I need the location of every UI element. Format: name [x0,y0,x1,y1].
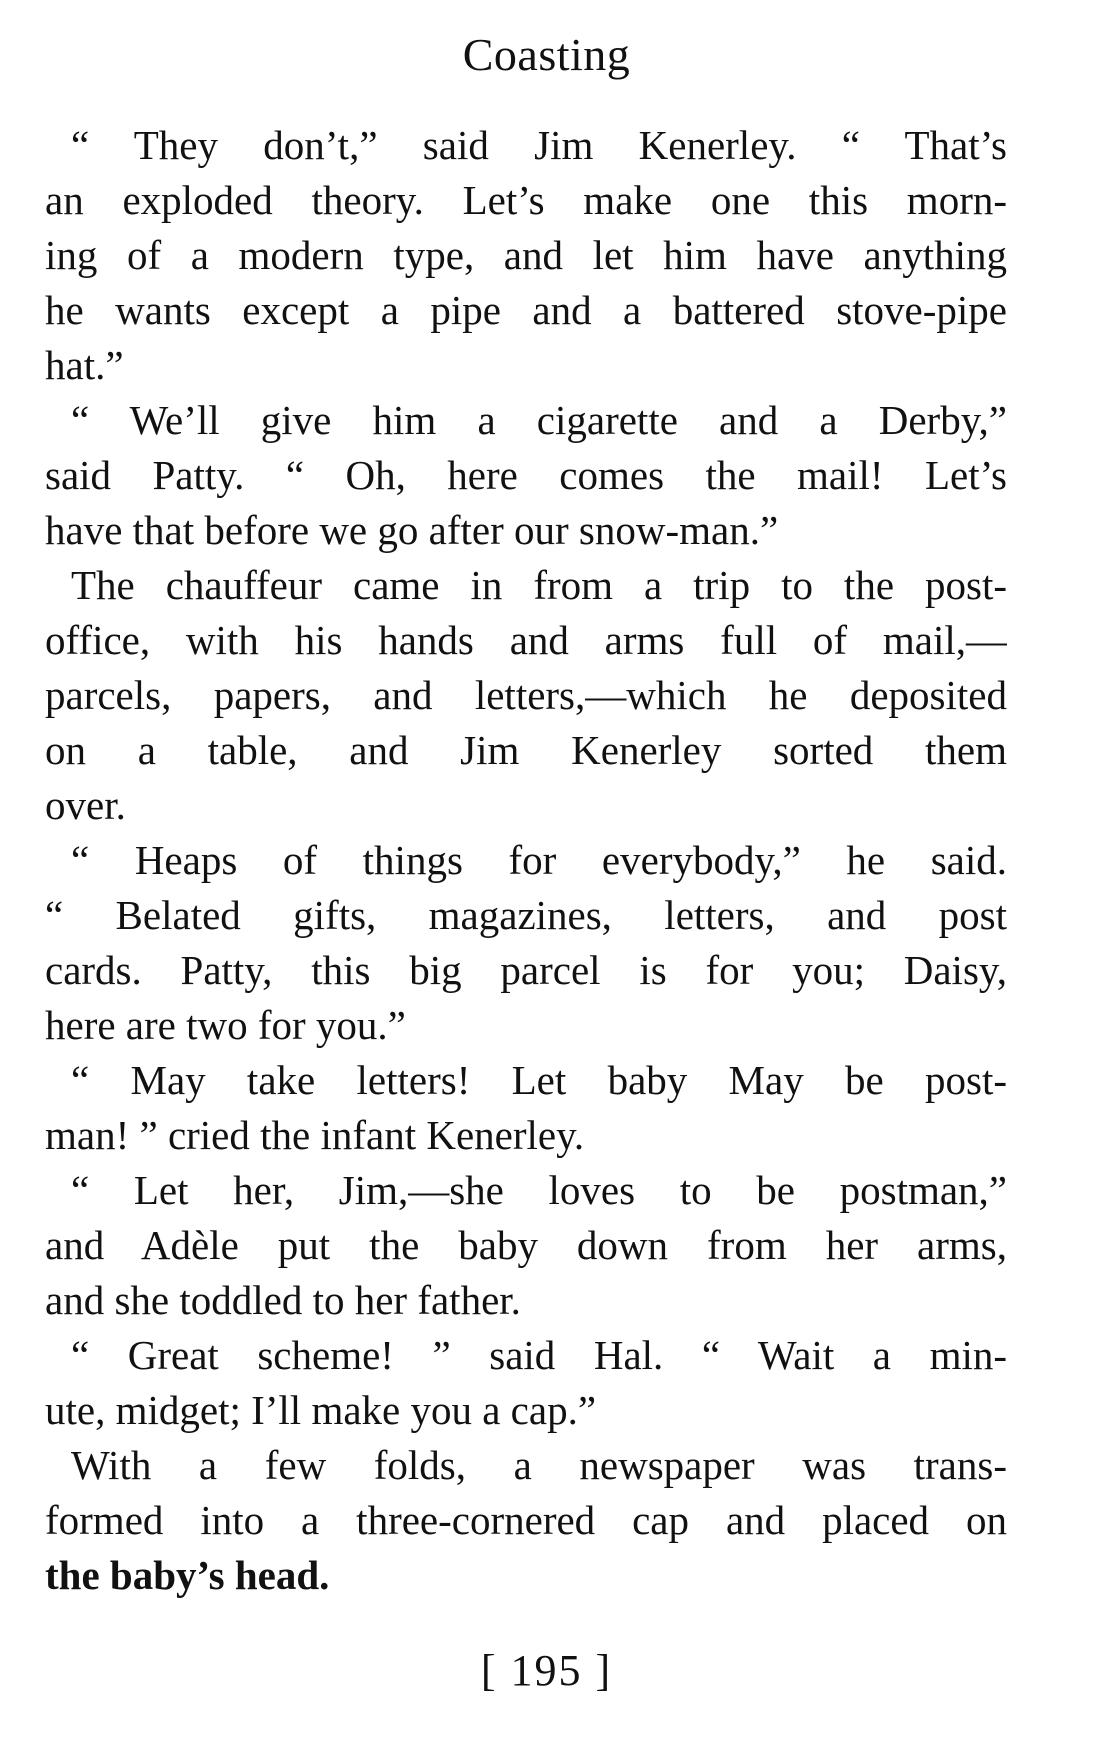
text-line: “ Great scheme! ” said Hal. “ Wait a min- [71,1332,1007,1378]
text-line: formed into a three-cornered cap and placed on [45,1497,1007,1543]
text-line: said Patty. “ Oh, here comes the mail! Let’s [45,452,1007,498]
text-line: With a few folds, a newspaper was trans- [71,1442,1007,1488]
text-line: “ Belated gifts, magazines, letters, and post [45,892,1007,938]
text-line: hat.” [45,342,124,388]
text-line: he wants except a pipe and a battered stove-pipe [45,287,1007,333]
text-line: office, with his hands and arms full of mail,— [45,617,1007,663]
text-line: “ We’ll give him a cigarette and a Derby,” [71,397,1007,443]
text-line: ute, midget; I’ll make you a cap.” [45,1387,597,1433]
text-line: parcels, papers, and letters,—which he deposited [45,672,1007,718]
text-line: the baby’s head. [45,1552,330,1598]
text-line: and she toddled to her father. [45,1277,521,1323]
text-line: an exploded theory. Let’s make one this morn- [45,177,1007,223]
running-head: Coasting [462,29,631,80]
text-line: and Adèle put the baby down from her arms, [45,1222,1007,1268]
text-line: “ They don’t,” said Jim Kenerley. “ That’s [71,122,1007,168]
body-text [45,118,1007,1603]
text-line: cards. Patty, this big parcel is for you; Daisy, [45,947,1007,993]
text-line: over. [45,782,126,828]
text-line: The chauffeur came in from a trip to the post- [71,562,1007,608]
text-line: “ Heaps of things for everybody,” he said. [71,837,1007,883]
text-line: here are two for you.” [45,1002,406,1048]
text-line: “ May take letters! Let baby May be post- [71,1057,1007,1103]
text-line: have that before we go after our snow-man.” [45,507,779,553]
text-line: ing of a modern type, and let him have anything [45,232,1007,278]
text-line: “ Let her, Jim,—she loves to be postman,” [71,1167,1007,1213]
text-line: on a table, and Jim Kenerley sorted them [45,727,1007,773]
text-line: man! ” cried the infant Kenerley. [45,1112,585,1158]
page-number: [ 195 ] [480,1646,613,1695]
